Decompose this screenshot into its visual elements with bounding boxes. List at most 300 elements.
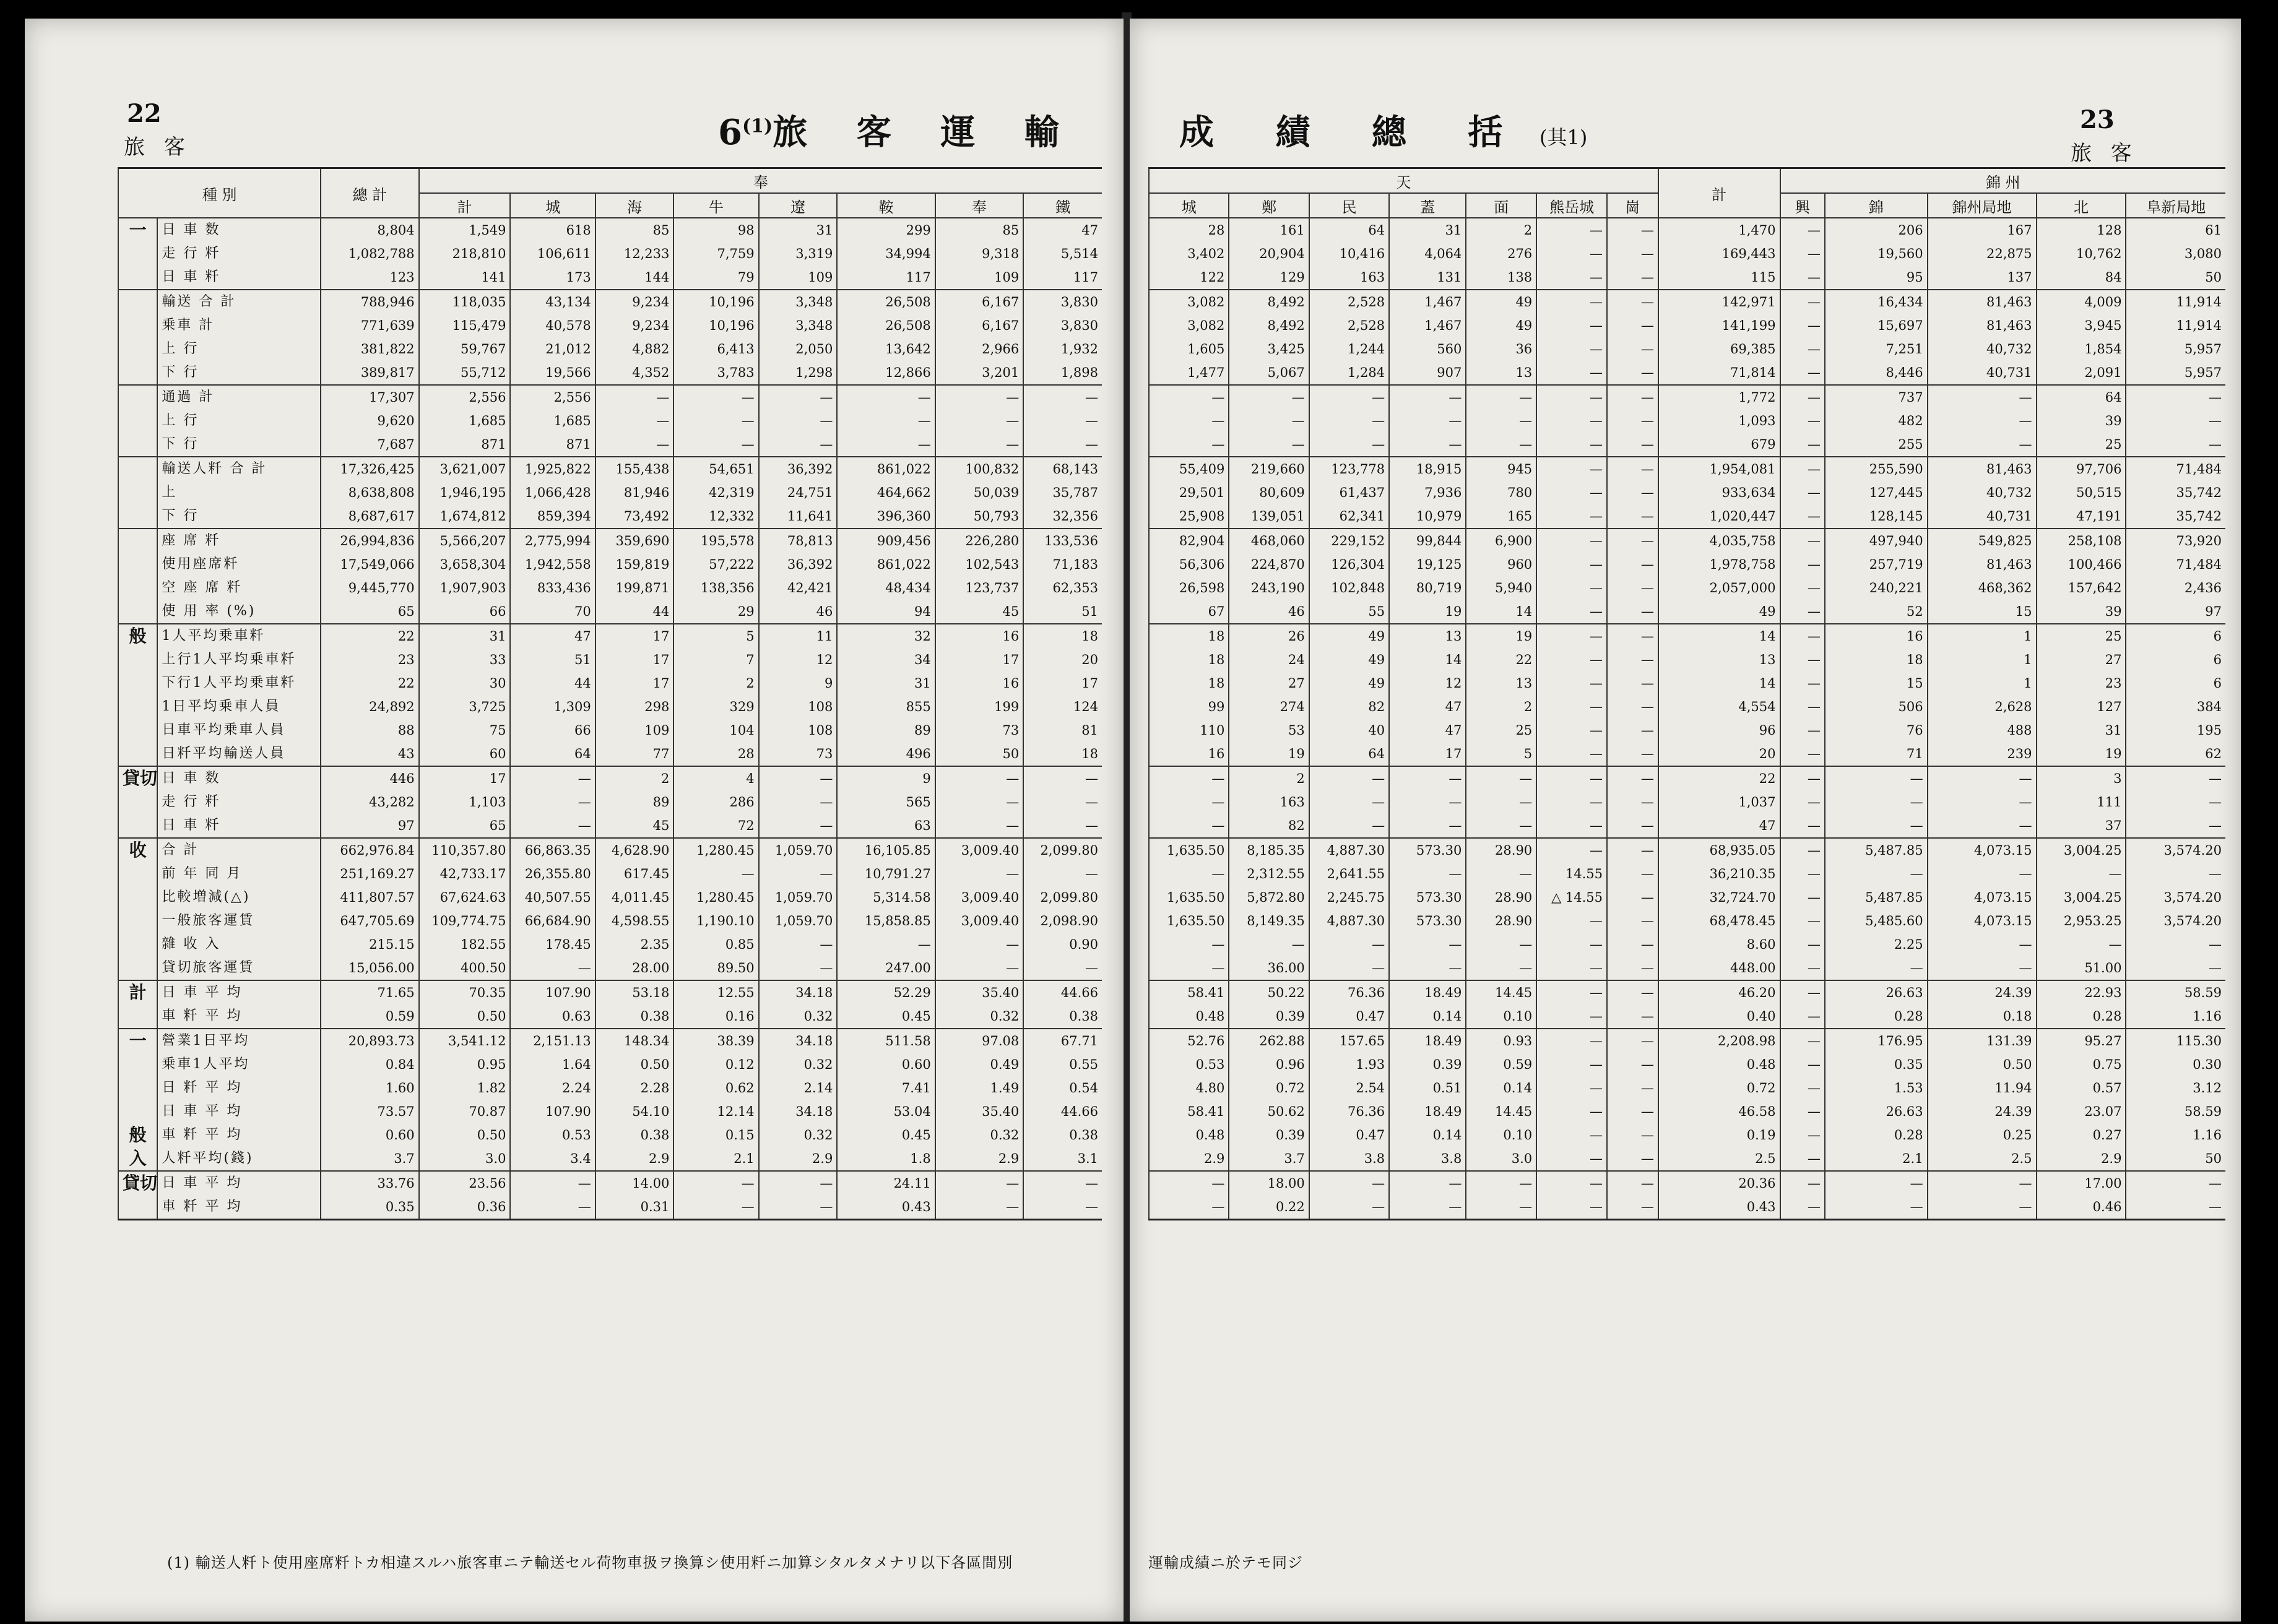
row-label: 日 車 数 — [157, 218, 321, 242]
table-cell: 239 — [1928, 742, 2037, 766]
table-cell: — — [1389, 1171, 1466, 1195]
table-cell: 0.59 — [321, 1004, 418, 1029]
table-cell: 157,642 — [2037, 576, 2126, 600]
table-cell: — — [2037, 933, 2126, 956]
table-cell: 110,357.80 — [419, 838, 511, 862]
row-group-label — [118, 862, 157, 886]
table-cell: 109,774.75 — [419, 909, 511, 933]
table-cell: 176.95 — [1825, 1029, 1928, 1053]
table-cell: — — [1780, 1076, 1825, 1100]
table-cell: 16 — [1825, 624, 1928, 648]
table-cell: — — [1607, 838, 1658, 862]
table-cell: 10,791.27 — [837, 862, 935, 886]
table-cell: — — [1536, 1195, 1607, 1220]
table-cell: 3,009.40 — [935, 886, 1024, 909]
table-cell: 6 — [2126, 648, 2225, 672]
table-cell: — — [1780, 600, 1825, 624]
table-cell: 1,925,822 — [510, 457, 595, 481]
table-cell: 66,684.90 — [510, 909, 595, 933]
table-cell: 3,783 — [673, 361, 758, 385]
table-cell: 144 — [595, 266, 674, 290]
table-cell: 0.60 — [837, 1053, 935, 1076]
table-row — [118, 433, 1102, 457]
table-cell: 679 — [1658, 433, 1780, 457]
table-cell: 4,073.15 — [1928, 886, 2037, 909]
table-cell: 161 — [1229, 218, 1309, 242]
table-cell: 106,611 — [510, 242, 595, 266]
table-cell: 4,352 — [595, 361, 674, 385]
table-cell: 0.28 — [2037, 1004, 2126, 1029]
table-cell: 22 — [321, 624, 418, 648]
table-cell: — — [1149, 409, 1229, 433]
table-cell: — — [1607, 529, 1658, 553]
table-cell: 45 — [935, 600, 1024, 624]
row-group-label — [118, 648, 157, 672]
table-cell: 27 — [2037, 648, 2126, 672]
table-cell: 3,201 — [935, 361, 1024, 385]
table-cell: 5,566,207 — [419, 529, 511, 553]
row-label: 貸切旅客運賃 — [157, 956, 321, 980]
table-cell: 10,196 — [673, 314, 758, 337]
table-cell: 81,463 — [1928, 553, 2037, 576]
table-cell: 23 — [321, 648, 418, 672]
left-footnote: (1) 輸送人粁ト使用座席粁トカ相違スルハ旅客車ニテ輸送セル荷物車扱ヲ換算シ使用粁ニ加算シタルタメナリ以下各區間別 — [167, 1554, 1013, 1571]
table-cell: — — [1607, 314, 1658, 337]
row-label: 1人平均乗車粁 — [157, 624, 321, 648]
table-cell: 0.39 — [1389, 1053, 1466, 1076]
table-cell: 2.1 — [1825, 1147, 1928, 1171]
table-cell: 855 — [837, 695, 935, 719]
table-cell: 0.28 — [1825, 1123, 1928, 1147]
table-cell: 3,082 — [1149, 314, 1229, 337]
table-row — [1149, 1147, 2225, 1171]
row-group-label — [118, 886, 157, 909]
title-number: 6 — [718, 112, 742, 153]
table-cell: 0.39 — [1229, 1123, 1309, 1147]
table-cell: — — [1780, 766, 1825, 790]
table-cell: 2,050 — [759, 337, 838, 361]
table-cell: 94 — [837, 600, 935, 624]
table-cell: — — [1780, 1053, 1825, 1076]
table-cell: 1,907,903 — [419, 576, 511, 600]
row-label: 人粁平均(錢) — [157, 1147, 321, 1171]
table-cell: — — [1607, 742, 1658, 766]
table-cell: 19 — [2037, 742, 2126, 766]
table-cell: 148.34 — [595, 1029, 674, 1053]
table-cell: — — [510, 766, 595, 790]
table-cell: 18.49 — [1389, 1029, 1466, 1053]
table-cell: — — [1780, 529, 1825, 553]
table-cell: 31 — [2037, 719, 2126, 742]
table-row — [1149, 838, 2225, 862]
table-cell: 47 — [510, 624, 595, 648]
table-row — [1149, 337, 2225, 361]
table-cell: 1,549 — [419, 218, 511, 242]
table-cell: — — [837, 933, 935, 956]
header-region-tian: 天 — [1149, 168, 1658, 194]
table-cell: 24 — [1229, 648, 1309, 672]
row-group-label — [118, 1076, 157, 1100]
row-label: 比較増減(△) — [157, 886, 321, 909]
table-cell: 10,196 — [673, 290, 758, 314]
table-cell: 89 — [837, 719, 935, 742]
row-label: 輸送 合 計 — [157, 290, 321, 314]
table-cell: 178.45 — [510, 933, 595, 956]
table-cell: 25 — [2037, 433, 2126, 457]
table-cell: 1,772 — [1658, 385, 1780, 409]
table-cell: — — [1607, 719, 1658, 742]
table-cell: 73,492 — [595, 504, 674, 529]
table-cell: 2 — [595, 766, 674, 790]
table-cell: 26,508 — [837, 290, 935, 314]
table-cell: 4,011.45 — [595, 886, 674, 909]
table-cell: 1,635.50 — [1149, 838, 1229, 862]
table-cell: — — [510, 1171, 595, 1195]
table-row — [1149, 1195, 2225, 1220]
table-cell: 15,858.85 — [837, 909, 935, 933]
table-cell: 909,456 — [837, 529, 935, 553]
table-cell: — — [759, 433, 838, 457]
table-cell: 4,887.30 — [1309, 838, 1389, 862]
table-cell: 19 — [1466, 624, 1536, 648]
table-row — [1149, 956, 2225, 980]
table-cell: 109 — [595, 719, 674, 742]
table-cell: 17 — [1023, 672, 1102, 695]
table-cell: 0.62 — [673, 1076, 758, 1100]
table-cell: 50 — [935, 742, 1024, 766]
title-superscript: (1) — [742, 115, 773, 137]
table-cell: 79 — [673, 266, 758, 290]
table-cell: — — [1780, 553, 1825, 576]
table-cell: 122 — [1149, 266, 1229, 290]
table-cell: 110 — [1149, 719, 1229, 742]
table-row — [1149, 624, 2225, 648]
table-cell: — — [1149, 790, 1229, 814]
table-cell: 8,638,808 — [321, 481, 418, 504]
table-cell: 3,009.40 — [935, 909, 1024, 933]
table-cell: 21,012 — [510, 337, 595, 361]
table-cell: — — [1607, 766, 1658, 790]
table-cell: — — [2126, 433, 2225, 457]
table-cell: — — [1928, 766, 2037, 790]
row-label: 營業1日平均 — [157, 1029, 321, 1053]
table-cell: 129 — [1229, 266, 1309, 290]
table-cell: 1,470 — [1658, 218, 1780, 242]
table-cell: — — [1780, 672, 1825, 695]
table-cell: 3,319 — [759, 242, 838, 266]
table-cell: 64 — [510, 742, 595, 766]
table-cell: 24.11 — [837, 1171, 935, 1195]
table-cell: — — [1023, 409, 1102, 433]
table-cell: 4,628.90 — [595, 838, 674, 862]
table-row — [118, 1123, 1102, 1147]
table-cell: 68,478.45 — [1658, 909, 1780, 933]
table-cell: 9,234 — [595, 290, 674, 314]
table-row — [118, 1076, 1102, 1100]
header-region-fengtian: 奉 — [419, 168, 1102, 194]
table-cell: 251,169.27 — [321, 862, 418, 886]
table-row — [118, 695, 1102, 719]
header-station: 鄭 — [1229, 193, 1309, 218]
table-row — [118, 648, 1102, 672]
table-cell: 31 — [1389, 218, 1466, 242]
table-cell: — — [759, 1171, 838, 1195]
table-cell: 47 — [1389, 695, 1466, 719]
row-label: 車 粁 平 均 — [157, 1195, 321, 1220]
table-cell: — — [1607, 886, 1658, 909]
table-cell: 3,830 — [1023, 290, 1102, 314]
table-cell: — — [1607, 337, 1658, 361]
table-cell: 47,191 — [2037, 504, 2126, 529]
table-row — [1149, 909, 2225, 933]
table-cell: 771,639 — [321, 314, 418, 337]
table-cell: 224,870 — [1229, 553, 1309, 576]
table-cell: — — [1928, 790, 2037, 814]
table-cell: 0.48 — [1149, 1004, 1229, 1029]
table-cell: 66 — [510, 719, 595, 742]
table-cell: 2,641.55 — [1309, 862, 1389, 886]
header-station: 阜新局地 — [2126, 193, 2225, 218]
table-cell: — — [1536, 290, 1607, 314]
table-cell: 127 — [2037, 695, 2126, 719]
table-cell: 54.10 — [595, 1100, 674, 1123]
table-cell: — — [1536, 553, 1607, 576]
table-cell: 206 — [1825, 218, 1928, 242]
row-group-label — [118, 553, 157, 576]
table-cell: 19,125 — [1389, 553, 1466, 576]
table-cell: 1,082,788 — [321, 242, 418, 266]
table-cell: 0.38 — [595, 1004, 674, 1029]
table-row — [1149, 672, 2225, 695]
table-cell: 871 — [510, 433, 595, 457]
table-cell: 159,819 — [595, 553, 674, 576]
table-cell: 37 — [2037, 814, 2126, 838]
table-cell: 27 — [1229, 672, 1309, 695]
table-cell: 31 — [419, 624, 511, 648]
row-group-label — [118, 433, 157, 457]
table-cell: 1,059.70 — [759, 909, 838, 933]
table-cell: 81,946 — [595, 481, 674, 504]
table-cell: 3.8 — [1389, 1147, 1466, 1171]
table-cell: — — [1536, 457, 1607, 481]
table-cell: 36 — [1466, 337, 1536, 361]
table-cell: 48,434 — [837, 576, 935, 600]
table-cell: — — [1149, 956, 1229, 980]
table-cell: 3.0 — [1466, 1147, 1536, 1171]
table-cell: 12,332 — [673, 504, 758, 529]
table-cell: 18 — [1023, 624, 1102, 648]
table-cell: 108 — [759, 695, 838, 719]
table-cell: — — [1536, 385, 1607, 409]
table-cell: — — [1825, 862, 1928, 886]
table-cell: — — [1466, 409, 1536, 433]
table-cell: 82 — [1309, 695, 1389, 719]
table-cell: — — [935, 433, 1024, 457]
table-cell: 12.14 — [673, 1100, 758, 1123]
row-group-label: 一 — [118, 1029, 157, 1053]
table-cell: — — [1389, 862, 1466, 886]
table-cell: — — [1149, 862, 1229, 886]
table-cell: 70 — [510, 600, 595, 624]
table-cell: 662,976.84 — [321, 838, 418, 862]
table-cell: — — [1928, 814, 2037, 838]
table-cell: 12 — [1389, 672, 1466, 695]
table-cell: 833,436 — [510, 576, 595, 600]
table-cell: 30 — [419, 672, 511, 695]
row-group-label — [118, 457, 157, 481]
table-cell: 4,009 — [2037, 290, 2126, 314]
table-cell: 157.65 — [1309, 1029, 1389, 1053]
table-cell: 55,409 — [1149, 457, 1229, 481]
table-cell: — — [935, 1195, 1024, 1220]
table-cell: 67,624.63 — [419, 886, 511, 909]
table-row — [1149, 553, 2225, 576]
table-cell: 28.90 — [1466, 838, 1536, 862]
table-cell: — — [935, 790, 1024, 814]
table-cell: 26.63 — [1825, 980, 1928, 1004]
table-cell: 44.66 — [1023, 1100, 1102, 1123]
table-cell: — — [1928, 862, 2037, 886]
table-cell: 163 — [1229, 790, 1309, 814]
table-cell: — — [1536, 933, 1607, 956]
table-cell: 1.8 — [837, 1147, 935, 1171]
table-cell: — — [1780, 385, 1825, 409]
table-cell: 737 — [1825, 385, 1928, 409]
table-cell: — — [1536, 742, 1607, 766]
table-cell: 195 — [2126, 719, 2225, 742]
table-cell: 18 — [1149, 672, 1229, 695]
header-station: 牛 — [673, 193, 758, 218]
table-cell: 0.19 — [1658, 1123, 1780, 1147]
table-cell: 0.63 — [510, 1004, 595, 1029]
table-cell: 2,245.75 — [1309, 886, 1389, 909]
row-group-label — [118, 1195, 157, 1220]
table-row — [118, 385, 1102, 409]
table-cell: — — [1607, 457, 1658, 481]
row-group-label: 貸切 — [118, 766, 157, 790]
table-cell: 81,463 — [1928, 457, 2037, 481]
table-cell: 0.45 — [837, 1123, 935, 1147]
table-cell: 861,022 — [837, 553, 935, 576]
table-cell: 8,492 — [1229, 290, 1309, 314]
row-label: 1日平均乗車人員 — [157, 695, 321, 719]
table-cell: 0.28 — [1825, 1004, 1928, 1029]
table-row — [1149, 290, 2225, 314]
table-cell: 8,492 — [1229, 314, 1309, 337]
table-cell: 0.25 — [1928, 1123, 2037, 1147]
table-row — [1149, 814, 2225, 838]
left-page — [25, 19, 1124, 1622]
table-cell: 9,620 — [321, 409, 418, 433]
row-label: 空 座 席 粁 — [157, 576, 321, 600]
table-cell: — — [1229, 433, 1309, 457]
table-cell: — — [1607, 862, 1658, 886]
table-cell: — — [1466, 385, 1536, 409]
table-cell: — — [1780, 742, 1825, 766]
table-cell: 1,685 — [510, 409, 595, 433]
table-cell: 565 — [837, 790, 935, 814]
table-cell: 52.29 — [837, 980, 935, 1004]
row-group-label — [118, 742, 157, 766]
table-cell: 75 — [419, 719, 511, 742]
table-cell: 40,507.55 — [510, 886, 595, 909]
table-cell: — — [1780, 1100, 1825, 1123]
table-cell: 8,446 — [1825, 361, 1928, 385]
table-row — [118, 862, 1102, 886]
table-cell: 1,093 — [1658, 409, 1780, 433]
table-cell: 72 — [673, 814, 758, 838]
table-cell: 1,020,447 — [1658, 504, 1780, 529]
table-cell: 506 — [1825, 695, 1928, 719]
table-row — [118, 1053, 1102, 1076]
table-row — [118, 457, 1102, 481]
table-cell: 0.95 — [419, 1053, 511, 1076]
table-cell: 6,413 — [673, 337, 758, 361]
row-label: 日 車 平 均 — [157, 980, 321, 1004]
table-cell: 0.51 — [1389, 1076, 1466, 1100]
table-cell: 3,830 — [1023, 314, 1102, 337]
table-cell: 16,434 — [1825, 290, 1928, 314]
row-group-label: 入 — [118, 1147, 157, 1171]
table-cell: — — [510, 1195, 595, 1220]
table-cell: 2,966 — [935, 337, 1024, 361]
table-cell: — — [1023, 766, 1102, 790]
table-cell: 618 — [510, 218, 595, 242]
table-row — [1149, 314, 2225, 337]
table-cell: — — [1607, 218, 1658, 242]
table-cell: 14.00 — [595, 1171, 674, 1195]
table-cell: 34.18 — [759, 1029, 838, 1053]
table-cell: 199 — [935, 695, 1024, 719]
table-cell: 14.55 — [1536, 862, 1607, 886]
table-cell: — — [1780, 266, 1825, 290]
table-cell: 2.9 — [1149, 1147, 1229, 1171]
table-cell: — — [1466, 862, 1536, 886]
row-label: 日 車 粁 — [157, 266, 321, 290]
row-label: 下 行 — [157, 504, 321, 529]
table-cell: — — [595, 409, 674, 433]
table-cell: — — [510, 956, 595, 980]
table-cell: — — [2126, 862, 2225, 886]
table-cell: 28 — [1149, 218, 1229, 242]
table-cell: 5,514 — [1023, 242, 1102, 266]
table-row — [118, 218, 1102, 242]
table-row — [118, 481, 1102, 504]
table-cell: 46 — [759, 600, 838, 624]
table-cell: — — [1536, 266, 1607, 290]
table-cell: — — [1780, 648, 1825, 672]
table-cell: — — [1023, 956, 1102, 980]
table-cell: 81,463 — [1928, 290, 2037, 314]
table-cell: 9,318 — [935, 242, 1024, 266]
table-cell: 22,875 — [1928, 242, 2037, 266]
table-cell: — — [1466, 433, 1536, 457]
table-cell: 1,635.50 — [1149, 886, 1229, 909]
table-row — [118, 956, 1102, 980]
table-cell: 64 — [1309, 742, 1389, 766]
table-cell: 0.50 — [595, 1053, 674, 1076]
table-cell: 945 — [1466, 457, 1536, 481]
table-cell: 0.43 — [837, 1195, 935, 1220]
table-cell: — — [2037, 862, 2126, 886]
table-cell: 2 — [1466, 218, 1536, 242]
table-cell: 3.7 — [1229, 1147, 1309, 1171]
table-cell: 123 — [321, 266, 418, 290]
table-cell: — — [1536, 1171, 1607, 1195]
table-row — [1149, 862, 2225, 886]
table-cell: 14 — [1466, 600, 1536, 624]
row-label: 下 行 — [157, 433, 321, 457]
